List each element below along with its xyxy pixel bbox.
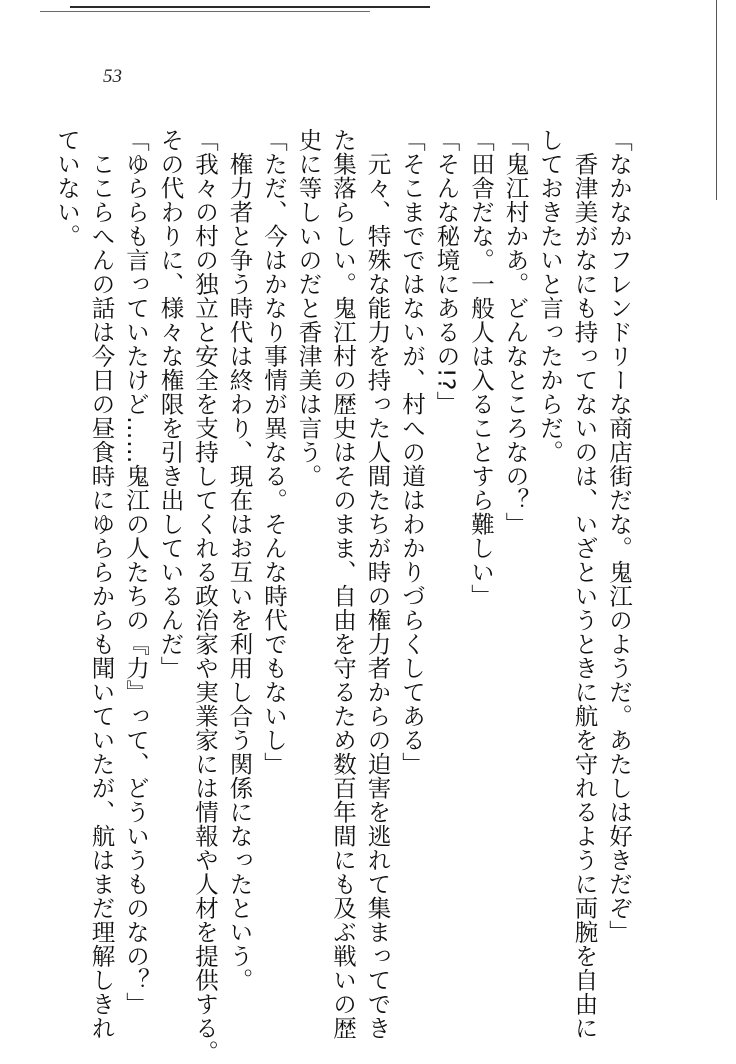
body-text [50,128,637,1064]
text-line: た集落らしい。鬼江村の歴史はそのまま、自由を守るため数百年間にも及ぶ戦いの歴 [329,128,357,1040]
page-number: 53 [103,66,122,87]
text-line: 「ただ、今はかなり事情が異なる。そんな時代でもないし」 [260,128,288,776]
text-line: 権力者と争う時代は終わり、現在はお互いを利用し合う関係になったという。 [225,128,254,992]
scan-edge-top-secondary [40,11,370,12]
text-line: 「そこまでではないが、村への道はわかりづらくしてある」 [398,128,426,776]
scan-edge-right [716,0,717,200]
text-line: その代わりに、様々な権限を引き出しているんだ」 [156,128,185,680]
scan-edge-top [70,6,430,8]
text-line: しておきたいと言ったからだ。 [536,128,564,464]
text-line: 「我々の村の独立と安全を支持してくれる政治家や実業家には情報や人材を提供する。 [191,128,219,1064]
text-line: 「ゆららも言っていたけど……鬼江の人たちの『力』って、どういうものなの？」 [122,128,150,1016]
text-line: 元々、特殊な能力を持った人間たちが時の権力者からの迫害を逃れて集まってでき [363,128,392,1040]
text-line: 「そんな秘境にあるの!?」 [432,128,461,415]
text-line: 「鬼江村かあ。どんなところなの？」 [501,128,530,536]
text-line: 香津美がなにも持ってないのは、いざというときに航を守れるように両腕を自由に [570,128,599,1040]
text-line: 史に等しいのだと香津美は言う。 [294,128,323,488]
text-line: ていない。 [53,128,81,248]
text-line: 「田舎だな。一般人は入ることすら難しい」 [467,128,495,608]
text-line: ここらへんの話は今日の昼食時にゆららからも聞いていたが、航はまだ理解しきれ [87,128,116,1040]
text-line: 「なかなかフレンドリーな商店街だな。鬼江のようだ。あたしは好きだぞ」 [605,128,633,944]
